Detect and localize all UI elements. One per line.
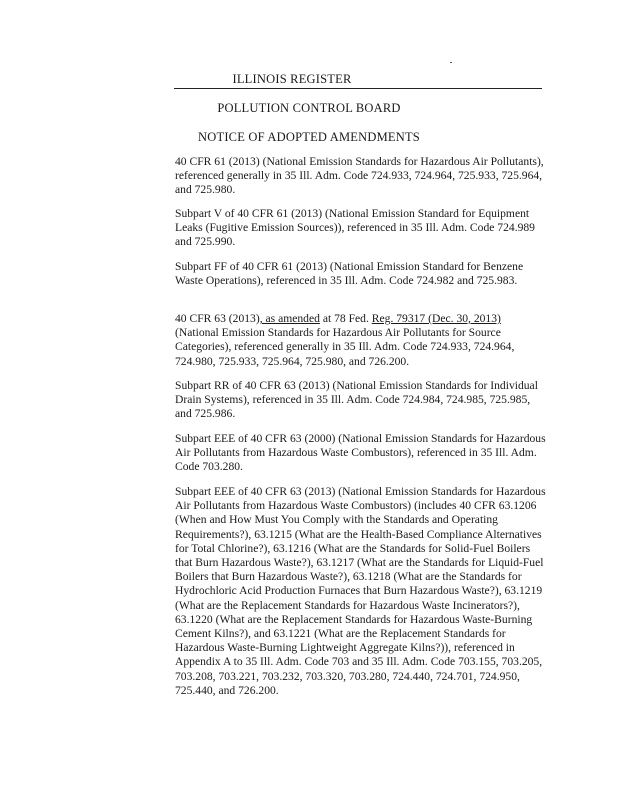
entry-4 (175, 312, 547, 369)
header-rule (174, 88, 542, 89)
entry-7: Subpart EEE of 40 CFR 63 (2013) (National Emission Standards for Hazardous Air Pollutants from Hazardous Waste Combustors) (includes 40 CFR 63.1206 (When and How Must You Comply with the Standards and Operating Requirements?), 63.1215 (What are the Health-Based Compliance Alternatives for Total Chlorine?), 63.1216 (What are the Standards for Solid-Fuel Boilers that Burn Hazardous Waste?), 63.1217 (What are the Standards for Liquid-Fuel Boilers that Burn Hazardous Waste?), 63.1218 (What are the Standards for Hydrochloric Acid Production Furnaces that Burn Hazardous Waste?), 63.1219 (What are the Replacement Standards for Hazardous Waste Incinerators?), 63.1220 (What are the Replacement Standards for Hazardous Waste-Burning Cement Kilns?), and 63.1221 (What are the Replacement Standards for Hazardous Waste-Burning Lightweight Aggregate Kilns?)), referenced in Appendix A to 35 Ill. Adm. Code 703 and 35 Ill. Adm. Code 703.155, 703.205, 703.208, 703.221, 703.232, 703.320, 703.280, 724.440, 724.701, 724.950, 725.440, and 726.200. (175, 485, 546, 697)
board-title: POLLUTION CONTROL BOARD (217, 101, 401, 115)
entry-4-post: (National Emission Standards for Hazardous Air Pollutants for Source Categories), referenced generally in 35 Ill. Adm. Code 724.933, 724.964, 724.980, 725.933, 725.964, 725.980, and 726.200. (175, 326, 515, 368)
entry-4-citation: Reg. 79317 (Dec. 30, 2013) (371, 312, 501, 325)
register-title (0, 72, 618, 87)
entry-3: Subpart FF of 40 CFR 61 (2013) (National Emission Standard for Benzene Waste Operations), referenced in 35 Ill. Adm. Code 724.982 and 725.983. (175, 260, 524, 288)
entry-1: 40 CFR 61 (2013) (National Emission Standards for Hazardous Air Pollutants), referenced generally in 35 Ill. Adm. Code 724.933, 724.964, 725.933, 725.964, and 725.980. (175, 155, 544, 197)
entry-4-mid: at 78 Fed. (319, 312, 372, 325)
entry-4-pre: 40 CFR 63 (2013) (175, 312, 260, 325)
notice-title: NOTICE OF ADOPTED AMENDMENTS (198, 130, 420, 144)
entry-2: Subpart V of 40 CFR 61 (2013) (National Emission Standard for Equipment Leaks (Fugitive Emission Sources)), referenced in 35 Ill. Adm. Code 724.989 and 725.990. (175, 207, 535, 249)
register-title-text: ILLINOIS REGISTER (232, 72, 352, 86)
entry-6: Subpart EEE of 40 CFR 63 (2000) (National Emission Standards for Hazardous Air Pollutants from Hazardous Waste Combustors), referenced in 35 Ill. Adm. Code 703.280. (175, 432, 546, 474)
scan-speck (450, 62, 452, 63)
entry-5: Subpart RR of 40 CFR 63 (2013) (National Emission Standards for Individual Drain Systems), referenced in 35 Ill. Adm. Code 724.984, 724.985, 725.985, and 725.986. (175, 379, 538, 421)
entry-4-amended: , as amended (259, 312, 320, 325)
